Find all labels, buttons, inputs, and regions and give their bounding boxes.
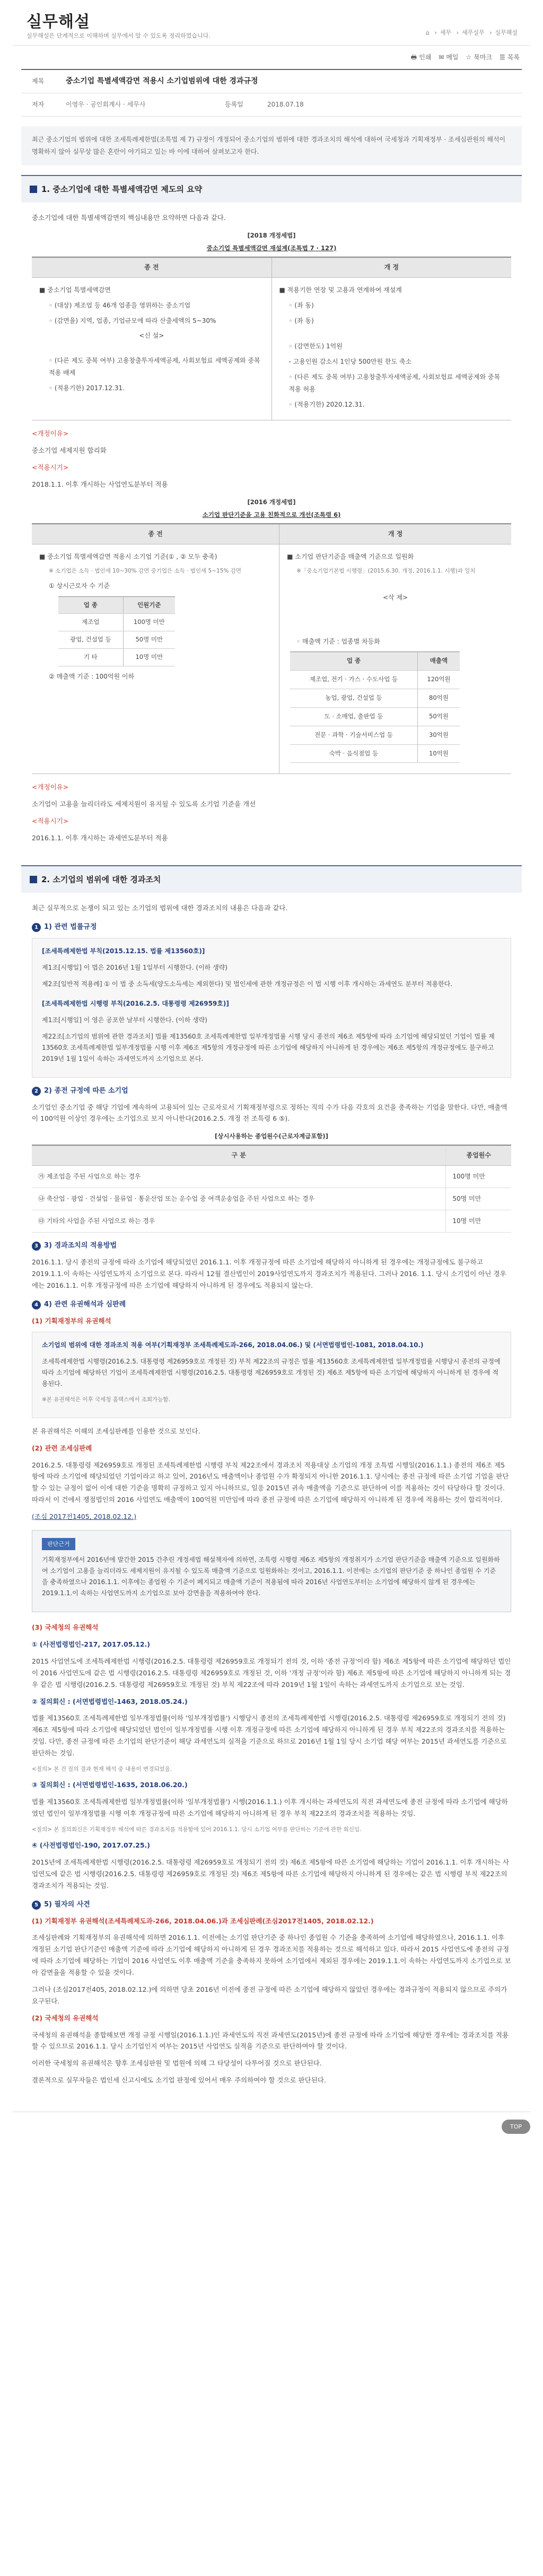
ruling-box: 소기업의 범위에 대한 경과조치 적용 여부(기획재정부 조세특례제도과-266, 2018.04.06.) 및 (서면법령법인-1081, 2018.04.10.) 조세특례제한법 시행령(2016.2.5. 대통령령 제26959호로 개정된 것) 부칙 제22조의 규정은 법률 제13560호 조세특례제한법 일부개정법률 시행당시 종전의 규정에 따라 소기업에 해당하던 기업이 조세특례제한법 시행령(2016.2.5. 대통령령 제26959호로 개정된 것) 제6조 제5항에 따른 소기업에 해당하지 아니하게 된 경우에 적용된다. ※본 유권해석은 이후 국세청 홈택스에서 조회가능함. xyxy=(32,1332,511,1418)
article-author: 이영우 · 공인회계사 · 세무사 xyxy=(66,101,146,108)
section-bullet-icon xyxy=(30,186,37,193)
table-caption: [2016 개정세법] xyxy=(247,498,296,506)
employee-table: 구 분 종업원수 ㉮ 제조업을 주된 사업으로 하는 경우 100명 미만 ㉯ 축산업 · 광업 · 건설업 · 물류업 · 통운산업 또는 운수업 중 여객운송업을 주된 사업으로 하는 경우 50명 미만 ㉰ 기타의 사업을 주된 사업으로 하는 경우 10명 미만 xyxy=(32,1145,511,1233)
article-date: 2018.07.18 xyxy=(267,101,304,108)
subsection-heading: 2 2) 종전 규정에 따른 소기업 xyxy=(32,1085,511,1097)
number-badge-icon: 1 xyxy=(32,923,41,932)
print-button[interactable]: 🖶 인쇄 xyxy=(411,52,432,63)
toolbar xyxy=(13,46,530,69)
employee-criteria-table: 업 종 인원기준 제조업 100명 미만 광업, 건설업 등 50명 미만 기 타 10명 미만 xyxy=(58,596,175,666)
print-icon: 🖶 xyxy=(410,53,417,61)
table-cell: ■ 중소기업 특별세액감면 적용시 소기업 기준(① , ② 모두 충족) ※ 소기업은 소득 · 법인세 10~30% 감면 중기업은 소득 · 법인세 5~15% 감면 ① 상시근로자 수 기준 업 종 인원기준 제조업 100명 미만 광업, 건설업 등 50명 미만 기 타 10명 미만 ② 매출액 기준 : 100억원 이하 xyxy=(32,544,279,774)
section-heading: 2. 소기업의 범위에 대한 경과조치 xyxy=(21,865,522,893)
subsection-heading: 4 4) 관련 유권해석과 심판례 xyxy=(32,1299,511,1311)
number-badge-icon: 4 xyxy=(32,1300,41,1309)
article-intro: 최근 중소기업의 범위에 대한 조세특례제한법(조특법 제 7) 규정이 개정되어 중소기업의 범위에 대한 경과조치의 해석에 대하여 국세청과 기획재정부 · 조세심판원의 해석이 명확하지 않아 실무상 많은 혼란이 야기되고 있는 바 이에 대하여 살펴보고자 한다. xyxy=(21,126,522,165)
page-title: 실무해설 xyxy=(27,13,90,31)
table-caption: [2018 개정세법] xyxy=(247,231,296,239)
paragraph: 중소기업에 대한 특별세액감면의 핵심내용만 요약하면 다음과 같다. xyxy=(32,213,226,222)
column-header: 개 정 xyxy=(279,524,511,544)
list-button[interactable]: ☰ 목록 xyxy=(500,52,520,63)
judgment-tag: 판단근거 xyxy=(42,1538,75,1550)
page-subtitle: 실무해설은 단계적으로 이해하며 실무에서 알 수 있도록 정리하였습니다. xyxy=(27,32,211,39)
subsection-heading: 5 5) 필자의 사견 xyxy=(32,1899,511,1911)
subsection-heading: 1 1) 관련 법률규정 xyxy=(32,921,511,934)
section-bullet-icon xyxy=(30,876,37,883)
meta-label-author: 저자 xyxy=(32,101,45,108)
home-icon[interactable]: ⌂ xyxy=(426,29,430,36)
ruling-link[interactable]: (조심 2017전1405, 2018.02.12.) xyxy=(32,1513,137,1521)
column-header: 종 전 xyxy=(32,257,272,278)
table-caption: 소기업 판단기준을 고용 친화적으로 개선(조특령 6) xyxy=(202,511,341,518)
breadcrumb-item[interactable]: 세무실무 xyxy=(462,29,485,36)
number-badge-icon: 3 xyxy=(32,1242,41,1251)
bookmark-icon: ☆ xyxy=(466,53,472,61)
subsection-heading: 3 3) 경과조치의 적용방법 xyxy=(32,1240,511,1252)
revenue-criteria-table: 업 종 매출액 제조업, 전기 · 가스 · 수도사업 등 120억원 농업, 광업, 건설업 등 80억원 도 · 소매업, 출판업 등 50억원 전문 · 과학 · 기술서비스업 등 30억원 숙박 · 음식점업 등 10억원 xyxy=(290,652,460,763)
article-title: 중소기업 특별세액감면 적용시 소기업범위에 대한 경과규정 xyxy=(66,77,258,86)
number-badge-icon: 5 xyxy=(32,1901,41,1910)
page-header xyxy=(13,0,530,46)
meta-label-title: 제목 xyxy=(32,77,45,85)
top-button[interactable]: TOP xyxy=(502,2120,530,2134)
table-caption: 중소기업 특별세액감면 재설계(조특법 7 · 127) xyxy=(206,244,337,252)
mail-icon: ✉ xyxy=(439,53,444,61)
bookmark-button[interactable]: ☆ 북마크 xyxy=(466,52,493,63)
judgment-box: 판단근거 기획재정부에서 2016년에 발간한 2015 간추린 개정세법 해설책자에 의하면, 조특령 시행령 제6조 제5항의 개정취지가 소기업 판단기준을 매출액 기준으로 일원화하여 소기업이 고용을 늘리더라도 세제지원이 유지될 수 있도록 매출액 기준으로 일원화하는 것이고, 2016.1.1. 이전에는 소기업의 판단기준 중 하나인 종업원 수 기준을 충족하였으나 2016.1.1. 이후에는 종업원 수 기준이 폐지되고 매출액 기준이 적용됨에 따라 2016년 사업연도부터는 소기업에 해당하지 않게 된 경우에는 2019.1.1.이 속하는 사업연도까지 소기업으로 보아 감면율을 적용하여야 한다. xyxy=(32,1530,511,1612)
list-icon: ☰ xyxy=(500,53,505,61)
page-footer xyxy=(13,2112,530,2150)
column-header: 종 전 xyxy=(32,524,279,544)
comparison-table xyxy=(32,257,511,420)
law-box: [조세특례제한법 부칙(2015.12.15. 법률 제13560호)] 제1조[시행일] 이 법은 2016년 1월 1일부터 시행한다. (이하 생략) 제2조[일반적 적용례] ① 이 법 중 소득세(양도소득세는 제외한다) 및 법인세에 관한 개정규정은 이 법 시행 이후 개시하는 과세연도 분부터 적용한다. [조세특례제한법 시행령 부칙(2016.2.5. 대통령령 제26959호)] 제1조[시행일] 이 영은 공포한 날부터 시행한다. (이하 생략) 제22조[소기업의 범위에 관한 경과조치] 법률 제13560호 조세특례제한법 일부개정법률 시행 당시 종전의 제6조 제5항에 따라 소기업에 해당되었던 기업이 법률 제13560호 조세특례제한법 일부개정법률 시행 이후 제6조 제5항의 개정규정에 따른 소기업에 해당하지 아니하게 된 경우에는 제6조 제5항의 개정규정에도 불구하고 2019년 1월 1일이 속하는 과세연도까지 소기업으로 본다. xyxy=(32,938,511,1078)
number-badge-icon: 2 xyxy=(32,1087,41,1096)
column-header: 개 정 xyxy=(272,257,511,278)
meta-label-date: 등록일 xyxy=(225,101,243,108)
article-meta xyxy=(21,69,522,117)
breadcrumb-item[interactable]: 세무 xyxy=(440,29,452,36)
table-cell: ■ 적용기한 연장 및 고용과 연계하여 재설계 ◦ (좌 동) ◦ (좌 동) ◦ (감면한도) 1억원 - 고용인원 감소시 1인당 500만원 한도 축소 ◦ (다른 제도 중복 여부) 고용창출투자세액공제, 사회보험료 세액공제와 중복 적용 허용 ◦ (적용기한) 2020.12.31. xyxy=(272,277,511,420)
breadcrumb-item[interactable]: 실무해설 xyxy=(495,29,518,36)
mail-button[interactable]: ✉ 메일 xyxy=(439,52,458,63)
table-cell: ■ 소기업 판단기준을 매출액 기준으로 일원화 ※「중소기업기본법 시행령」(2015.6.30. 개정, 2016.1.1. 시행)과 일치 <삭 제> ◦ 매출액 기준 : 업종별 차등화 업 종 매출액 제조업, 전기 · 가스 · 수도사업 등 120억원 농업, 광업, 건설업 등 80억원 도 · 소매업, 출판업 등 50억원 전문 · 과학 · 기술서비스업 등 30억원 숙박 · 음식점업 등 10억원 xyxy=(279,544,511,774)
section-heading: 1. 중소기업에 대한 특별세액감면 제도의 요약 xyxy=(21,175,522,203)
breadcrumb: ⌂ › 세무 › 세무실무 › 실무해설 xyxy=(426,29,518,36)
table-cell: ■ 중소기업 특별세액감면 ◦ (대상) 제조업 등 46개 업종을 영위하는 중소기업 ◦ (감면율) 지역, 업종, 기업규모에 따라 산출세액의 5~30% <신 설> ◦ (다른 제도 중복 여부) 고용창출투자세액공제, 사회보험료 세액공제와 중복 적용 배제 ◦ (적용기한) 2017.12.31. xyxy=(32,277,272,420)
comparison-table xyxy=(32,523,511,774)
